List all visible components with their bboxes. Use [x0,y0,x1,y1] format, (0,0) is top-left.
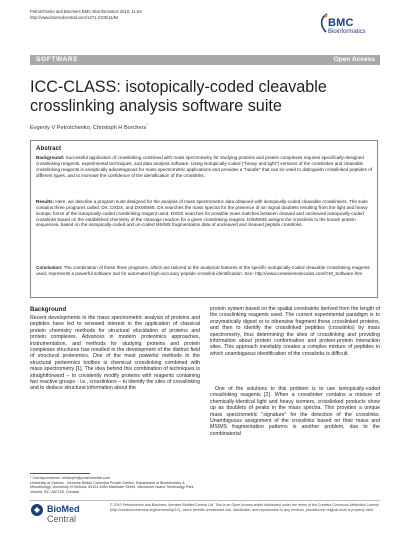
copyright-notice: © 2010 Petrotchenko and Borchers; licensee BioMed Central Ltd. This is an Open Access article distributed under the terms of the Creative Commons Attribution License (http://creativecommons.org/licenses/by/2.0), which permits unrestricted use, distribution, and reproduction in any medium, provided the original work is properly cited. [110,503,380,512]
right-column-para-2: One of the solutions to this problem is to use isotopically-coded crosslinking reagents [2]. When a crosslinker contains a mixture of chemically-identical light and heavy isomers, crosslinked products show up as doublets of peaks in the mass spectra. This provides a unique mass spectrometric "signature" for the detection of the crosslinks. Unambiguous assignment of the crosslinks based on their mass and MS/MS fragmentation patterns is another problem, due to the combinatorial [210,386,380,437]
left-column-text: Recent developments in the mass spectrometric analysis of proteins and peptides have led to renewed interest in the application of classical protein chemistry methods for structural elucidation of proteins and protein complexes. Advances in modern proteomics approaches, instrumentation, and methods for studying proteins and protein complexes structures has resulted in the development of the distinct field of structural proteomics. One of the most powerful methods in the structural proteomics toolbox is chemical crosslinking combined with mass spectrometry [1]. The idea behind this combination of techniques is straightforward – to covalently modify proteins with reagents containing two reactive groups - i.e., crosslinkers – to identify the sites of crosslinking and to deduce structural information about the [30,315,200,392]
article-url[interactable]: http://www.biomedcentral.com/1471-2105/11/64 [30,14,119,20]
publisher-name-a: BioMed [47,504,80,514]
publisher-name [47,504,100,524]
author-list [30,123,148,131]
correspondence-mark: * [146,123,148,127]
background-label: Background: [36,155,65,160]
background-text: Successful application of crosslinking combined with mass spectrometry for studying proteins and protein complexes requires specifically-designed crosslinking reagents, experimental techniques, and data analysis software. Using isotopically-coded ("heavy and light") versions of the crosslinker and cleavable crosslinking reagents is analytically advantageous for mass spectrometric applications and provides a "handle" that can be used to distinguish crosslinked peptides of different types, and to increase the confidence of the identification of the crosslinks. [36,155,372,178]
citation-line: Petrotchenko and Borchers BMC Bioinformatics 2010, 11:64 [30,9,142,14]
abstract-box [30,140,378,298]
section-label: SOFTWARE [36,56,79,63]
biomed-central-logo [30,503,100,524]
affiliation: University of Victoria - Genome British Columbia Protein Centre, Department of Biochemistry & Microbiology, University of Victoria, #3101-4464 Markham Street, Vancouver Island Technology Park Victoria, BC V8Z7X8, Canada [30,480,194,495]
right-column-para-1: protein system based on the spatial constraints derived from the length of the crosslinking reagents used. The current experimental paradigm is to enzymatically digest or to otherwise fragment these crosslinked proteins, and then to identify the crosslinked peptides (crosslinks) by mass spectrometry, thus determining the sites of crosslinking and providing information about protein conformation and protein-protein interaction sites. This approach inevitably creates a complex mixture of peptides in which unambiguous identification of the crosslinks is difficult. [210,306,380,357]
abstract-background [36,155,372,178]
section-band [30,55,380,65]
abstract-heading: Abstract [36,145,62,152]
article-title: ICC-CLASS: isotopically-coded cleavable crosslinking analysis software suite [30,78,327,115]
logo-name: BMC [328,17,354,29]
logo-subtitle: Bioinformatics [328,29,366,35]
conclusion-text: The combination of these three programs, which are tailored to the analytical features of the specific isotopically-coded cleavable crosslinking reagents used, represents a powerful software tool for automated high-accuracy peptide crosslink identification. See: http://www.creativemolecules.com/CM_Software.htm [36,265,370,276]
author-names: Evgeniy V Petrotchenko, Christoph H Borchers [30,124,147,131]
background-heading: Background [30,306,67,313]
open-access-label: Open Access [333,56,375,63]
results-label: Results: [36,199,55,204]
footnote-rule [30,473,90,474]
biomed-central-mark-icon [30,503,44,517]
footer-rule [30,500,380,501]
results-text: Here, we describe a program suite designed for the analysis of mass spectrometric data obtained with isotopically-coded cleavable crosslinkers. The suite contains three programs called: DX, DXDX, and DXMSMS. DX searches the mass spectra for the presence of ion signal doublets resulting from the light and heavy isotopic forms of the isotopically-coded crosslinking reagent used. DXDX searches for possible mass matches between cleaved and uncleaved isotopically-coded crosslinks based on the established chemistry of the cleavage reaction for a given crosslinking reagent. DXMSMS assigns the crosslinks to the known protein sequences, based on the isotopically-coded and un-coded MS/MS fragmentation data of uncleaved and cleaved peptide crosslinks. [36,199,368,228]
abstract-results [36,199,372,228]
footnote [30,476,200,495]
correspondence-email[interactable]: * Correspondence: christoph@proteincentre.com [30,476,110,480]
journal-logo [318,12,380,36]
running-header [30,9,142,20]
abstract-conclusion [36,265,372,277]
conclusion-label: Conclusion: [36,265,63,270]
publisher-name-b: Central [47,514,77,524]
